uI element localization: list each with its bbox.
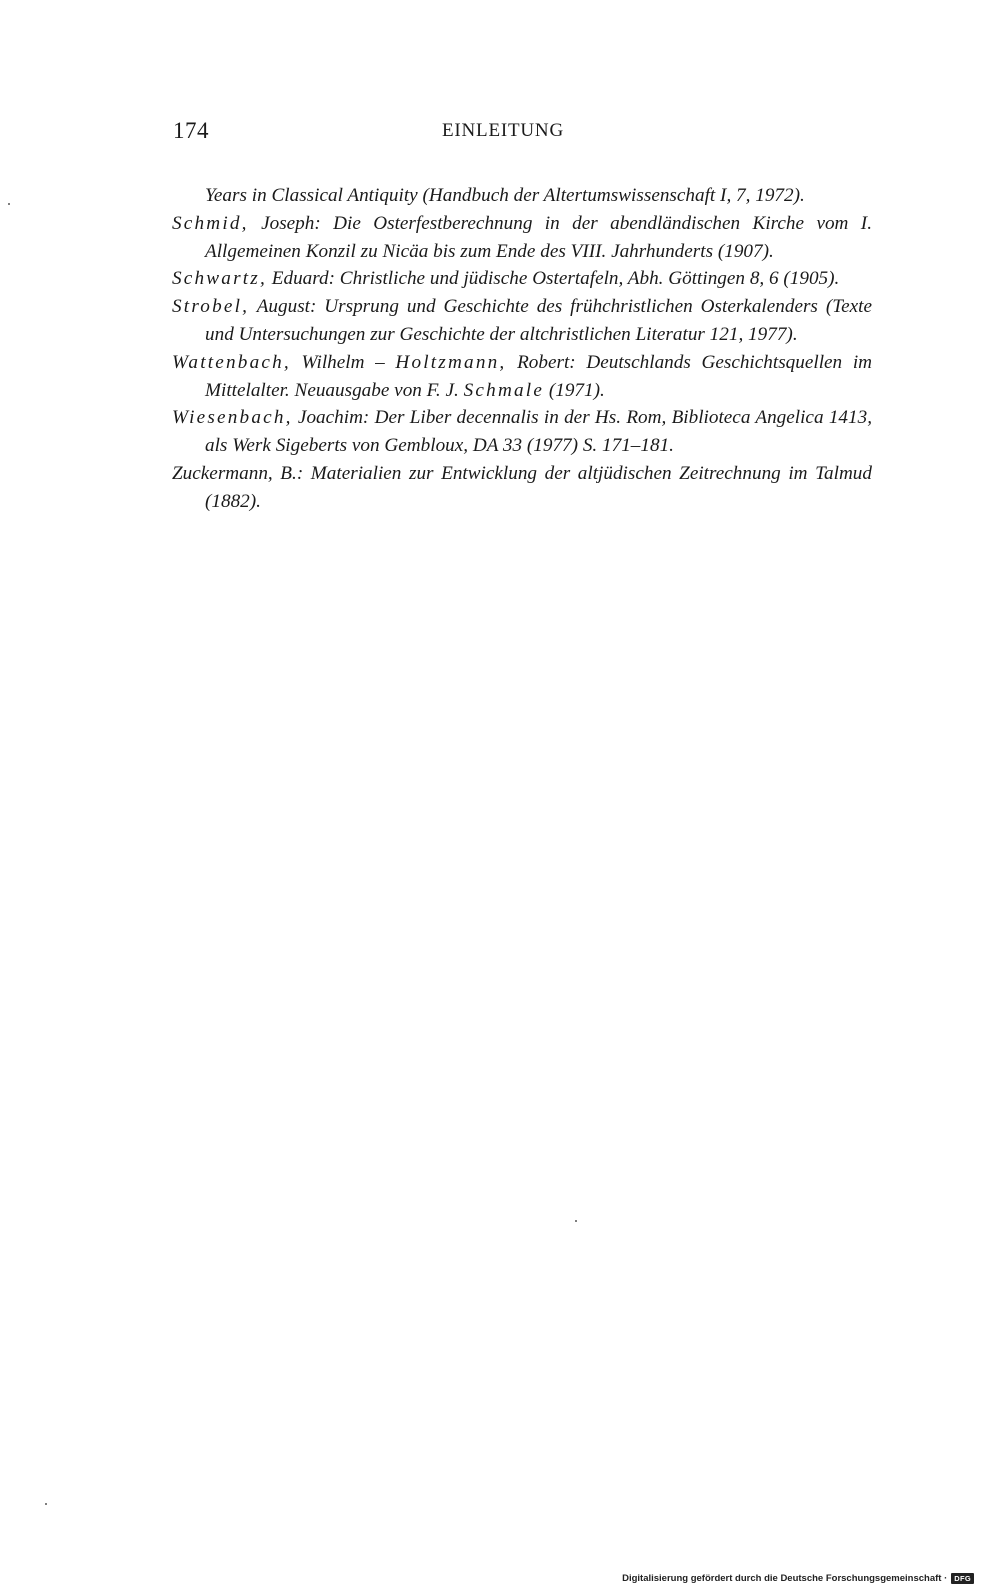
scan-speck <box>45 1503 47 1505</box>
entry-text: Joachim: Der Liber decennalis in der Hs. Rom, Biblioteca Angelica 1413, als Werk Sigeberts von Gembloux, DA 33 (1977) S. 171–181. <box>205 407 872 457</box>
bibliography-list <box>172 182 872 516</box>
entry-author: Schwartz, <box>172 268 267 290</box>
scan-speck <box>8 203 10 205</box>
entry-editor: Schmale <box>463 379 545 401</box>
entry-text: August: Ursprung und Geschichte des frühchristlichen Osterkalenders (Texte und Untersuchungen zur Geschichte der altchristlichen Literatur 121, 1977). <box>205 296 872 345</box>
bibliography-entry <box>172 460 872 516</box>
scan-speck <box>575 1220 577 1222</box>
entry-author: Wiesenbach, <box>172 407 293 429</box>
entry-author: Zuckermann, <box>172 462 273 484</box>
entry-author: Schmid, <box>172 212 249 234</box>
digitization-credit <box>622 1573 974 1584</box>
entry-text: Wilhelm – <box>290 351 396 373</box>
bibliography-entry <box>172 349 872 405</box>
running-head: EINLEITUNG <box>442 120 564 141</box>
bibliography-entry <box>172 404 872 460</box>
entry-text: Joseph: Die Osterfestberechnung in der abendländischen Kirche vom I. Allgemeinen Konzil zu Nicäa bis zum Ende des VIII. Jahrhunderts (1907). <box>205 212 872 262</box>
entry-author: Wattenbach, <box>172 351 291 373</box>
entry-author-second: Holtzmann, <box>395 351 507 373</box>
bibliography-entry <box>172 210 872 266</box>
entry-text-third: (1971). <box>544 379 605 401</box>
bibliography-entry <box>172 265 872 293</box>
entry-text: Eduard: Christliche und jüdische Ostertafeln, Abh. Göttingen 8, 6 (1905). <box>266 268 840 290</box>
entry-text-second: Robert: Deutschlands Geschichtsquellen im Mittelalter. Neuausgabe von F. J. <box>205 351 873 401</box>
dfg-logo-icon: DFG <box>951 1573 974 1584</box>
bibliography-continuation: Years in Classical Antiquity (Handbuch der Altertumswissenschaft I, 7, 1972). <box>205 185 805 206</box>
credit-text: Digitalisierung gefördert durch die Deutsche Forschungsgemeinschaft · <box>622 1573 948 1584</box>
page-number: 174 <box>173 118 209 143</box>
entry-author: Strobel, <box>172 296 250 318</box>
entry-text: B.: Materialien zur Entwicklung der altjüdischen Zeitrechnung im Talmud (1882). <box>205 462 872 512</box>
bibliography-entry <box>172 293 872 349</box>
